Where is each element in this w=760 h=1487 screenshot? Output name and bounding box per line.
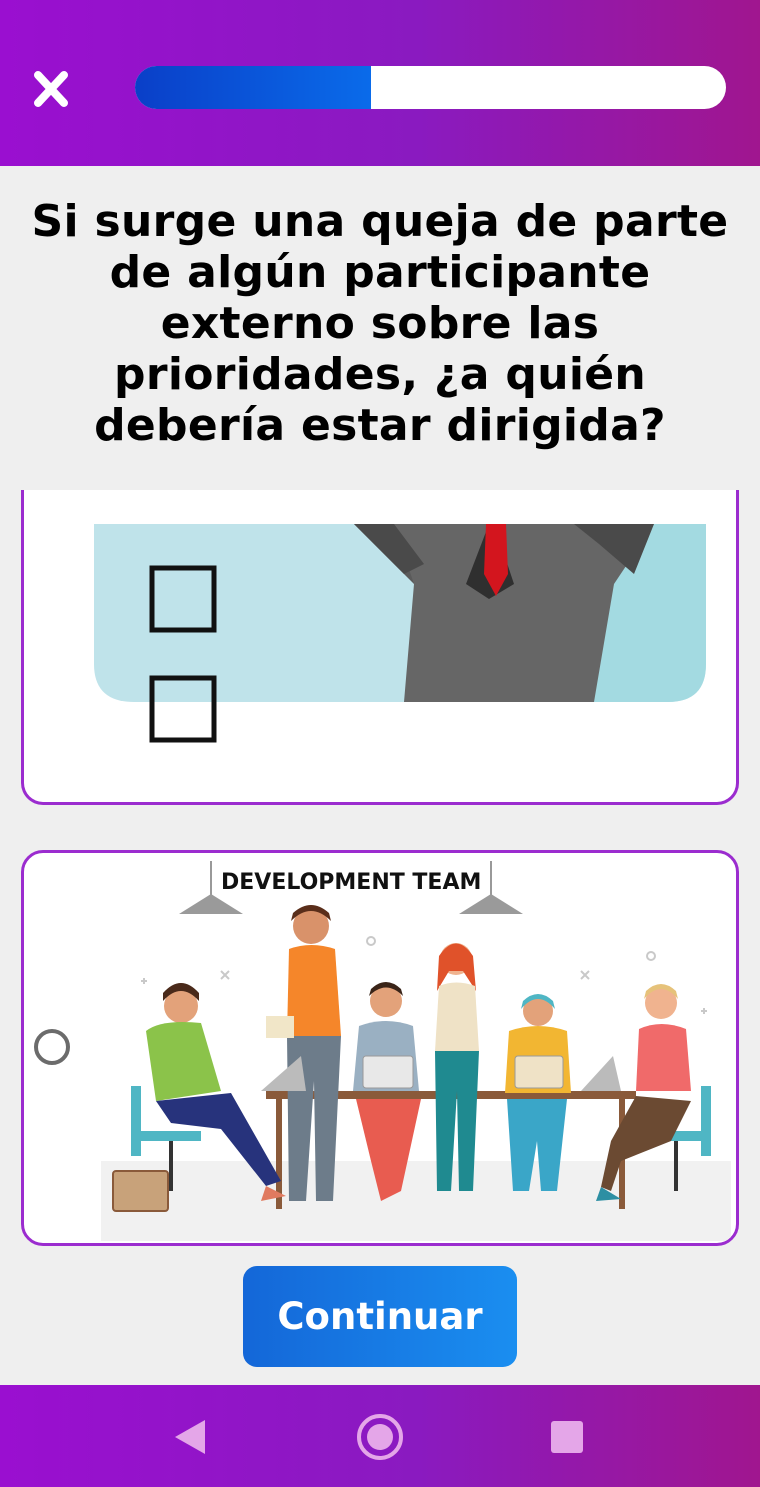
recents-square-icon bbox=[550, 1420, 584, 1454]
nav-home-button[interactable] bbox=[350, 1407, 410, 1467]
nav-recents-button[interactable] bbox=[537, 1407, 597, 1467]
development-team-image bbox=[101, 861, 731, 1241]
development-team-caption: DEVELOPMENT TEAM bbox=[221, 870, 482, 895]
progress-bar bbox=[135, 66, 726, 109]
back-triangle-icon bbox=[173, 1418, 207, 1456]
checklist-businessman-image bbox=[94, 524, 706, 796]
option-b-radio[interactable] bbox=[34, 1029, 70, 1065]
option-card-b[interactable] bbox=[21, 850, 739, 1246]
header-bar bbox=[0, 0, 760, 166]
close-icon bbox=[34, 71, 68, 107]
home-circle-icon bbox=[355, 1412, 405, 1462]
question-text: Si surge una queja de parte de algún participante externo sobre las prioridades, ¿a quién debería estar dirigida? bbox=[31, 196, 729, 451]
progress-fill bbox=[135, 66, 371, 109]
option-a-image-area bbox=[0, 524, 760, 814]
nav-back-button[interactable] bbox=[160, 1407, 220, 1467]
system-navigation-bar bbox=[0, 1385, 760, 1487]
continue-button[interactable]: Continuar bbox=[243, 1266, 517, 1367]
close-button[interactable] bbox=[22, 60, 80, 118]
